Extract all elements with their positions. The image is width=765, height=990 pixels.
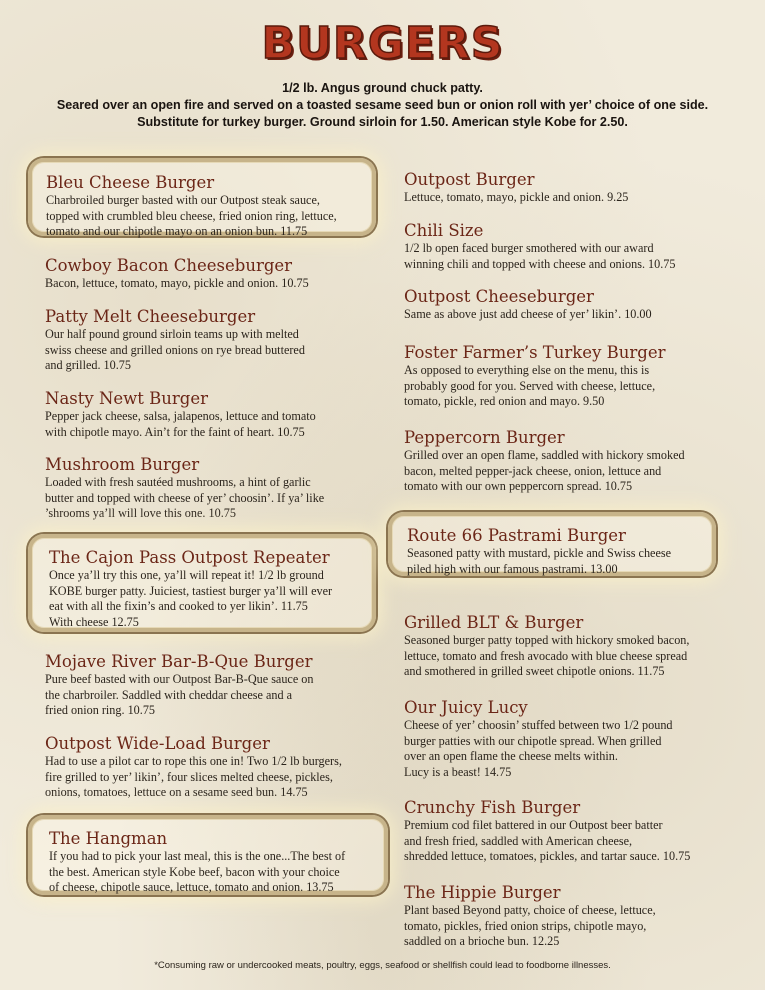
menu-item-patty-melt (45, 307, 305, 374)
item-desc: Premium cod filet battered in our Outpost beer batter (404, 818, 663, 832)
health-disclaimer: *Consuming raw or undercooked meats, poultry, eggs, seafood or shellfish could lead to foodborne illnesses. (154, 960, 611, 971)
item-desc: the charbroiler. Saddled with cheddar cheese and a (45, 687, 293, 702)
page-title: BURGERS (261, 18, 504, 69)
item-desc: fire grilled to yer’ likin’, four slices melted cheese, pickles, (45, 769, 333, 784)
item-desc: and grilled. 10.75 (45, 358, 131, 372)
item-desc: Had to use a pilot car to rope this one in! Two 1/2 lb burgers, (45, 754, 342, 768)
item-desc: If you had to pick your last meal, this is the one...The best of (49, 849, 346, 863)
item-name: Outpost Wide-Load Burger (45, 734, 270, 753)
item-name: The Cajon Pass Outpost Repeater (49, 548, 330, 567)
menu-item-chili-size (404, 221, 675, 272)
item-desc: Grilled over an open flame, saddled with hickory smoked (404, 448, 685, 462)
item-desc: Charbroiled burger basted with our Outpost steak sauce, (46, 193, 320, 207)
item-name: Foster Farmer’s Turkey Burger (404, 343, 666, 362)
item-desc: With cheese 12.75 (49, 614, 139, 629)
intro-line: Seared over an open fire and served on a toasted sesame seed bun or onion roll with yer’ choice of one side. (56, 98, 709, 112)
item-name: Route 66 Pastrami Burger (407, 526, 626, 545)
item-name: Outpost Cheeseburger (404, 287, 594, 306)
item-name: Chili Size (404, 221, 484, 240)
menu-item-turkey-burger (404, 343, 666, 410)
item-desc: Cheese of yer’ choosin’ stuffed between two 1/2 pound (404, 718, 673, 732)
item-desc: onions, tomatoes, lettuce on a sesame seed bun. 14.75 (45, 785, 308, 799)
menu-item-bleu-cheese-burger (28, 158, 376, 236)
item-desc: probably good for you. Served with cheese, lettuce, (404, 378, 656, 393)
item-desc: the best. American style Kobe beef, bacon with your choice (49, 864, 340, 879)
item-desc: As opposed to everything else on the menu, this is (404, 363, 650, 377)
item-name: Outpost Burger (404, 170, 535, 189)
item-desc: piled high with our famous pastrami. 13.00 (407, 561, 618, 576)
menu-item-mushroom (45, 455, 324, 522)
item-desc: eat with all the fixin’s and cooked to yer likin’. 11.75 (49, 599, 308, 613)
item-desc: tomato and our chipotle mayo on an onion bun. 11.75 (46, 224, 308, 238)
item-desc: lettuce, tomato and fresh avocado with blue cheese spread (404, 648, 688, 663)
item-desc: tomato, pickles, fried onion strips, chipotle mayo, (404, 918, 647, 933)
item-desc: Plant based Beyond patty, choice of cheese, lettuce, (404, 903, 656, 917)
menu-item-peppercorn (404, 428, 685, 495)
item-name: Nasty Newt Burger (45, 389, 208, 408)
item-name: Cowboy Bacon Cheeseburger (45, 256, 293, 275)
item-desc: topped with crumbled bleu cheese, fried onion ring, lettuce, (46, 208, 337, 223)
item-desc: of cheese, chipotle sauce, lettuce, tomato and onion. 13.75 (49, 880, 334, 894)
menu-item-hippie-burger (404, 883, 656, 950)
item-name: Patty Melt Cheeseburger (45, 307, 256, 326)
item-desc: 1/2 lb open faced burger smothered with our award (404, 241, 654, 255)
item-desc: burger patties with our chipotle spread. When grilled (404, 733, 662, 748)
item-desc: tomato, pickle, red onion and mayo. 9.50 (404, 394, 605, 408)
item-desc: Lettuce, tomato, mayo, pickle and onion. 9.25 (404, 190, 629, 204)
intro-line: 1/2 lb. Angus ground chuck patty. (282, 81, 483, 95)
item-desc: over an open flame the cheese melts within. (404, 749, 618, 763)
item-name: Mojave River Bar-B-Que Burger (45, 652, 313, 671)
item-desc: Seasoned burger patty topped with hickory smoked bacon, (404, 633, 690, 647)
menu-item-juicy-lucy (404, 698, 673, 780)
menu-item-cajon-pass (28, 534, 376, 632)
menu-intro (0, 80, 765, 131)
item-name: Peppercorn Burger (404, 428, 565, 447)
item-desc: swiss cheese and grilled onions on rye bread buttered (45, 342, 305, 357)
menu-item-grilled-blt (404, 613, 689, 680)
menu-item-cowboy-bacon (45, 256, 309, 292)
item-name: Crunchy Fish Burger (404, 798, 581, 817)
menu-item-route-66 (388, 512, 716, 576)
menu-item-outpost-burger (404, 170, 628, 206)
item-desc: Loaded with fresh sautéed mushrooms, a hint of garlic (45, 475, 311, 489)
item-desc: saddled on a brioche bun. 12.25 (404, 934, 560, 948)
item-name: The Hangman (49, 829, 168, 848)
item-desc: winning chili and topped with cheese and onions. 10.75 (404, 256, 676, 271)
intro-line: Substitute for turkey burger. Ground sirloin for 1.50. American style Kobe for 2.50. (137, 115, 628, 129)
item-desc: fried onion ring. 10.75 (45, 703, 156, 717)
item-name: Bleu Cheese Burger (46, 173, 215, 192)
item-desc: ’shrooms ya’ll will love this one. 10.75 (45, 506, 236, 520)
item-name: Grilled BLT & Burger (404, 613, 584, 632)
item-desc: Pure beef basted with our Outpost Bar-B-Que sauce on (45, 672, 314, 686)
menu-item-nasty-newt (45, 389, 316, 440)
item-desc: tomato with our own peppercorn spread. 10.75 (404, 479, 633, 493)
item-desc: Lucy is a beast! 14.75 (404, 764, 512, 779)
item-desc: Same as above just add cheese of yer’ likin’. 10.00 (404, 307, 652, 321)
item-desc: bacon, melted pepper-jack cheese, onion, lettuce and (404, 463, 662, 478)
item-desc: Bacon, lettuce, tomato, mayo, pickle and onion. 10.75 (45, 276, 309, 290)
item-desc: Pepper jack cheese, salsa, jalapenos, lettuce and tomato (45, 409, 316, 423)
menu-item-wide-load (45, 734, 342, 801)
item-desc: KOBE burger patty. Juiciest, tastiest burger ya’ll will ever (49, 583, 333, 598)
item-desc: Once ya’ll try this one, ya’ll will repeat it! 1/2 lb ground (49, 568, 324, 582)
item-desc: with chipotle mayo. Ain’t for the faint of heart. 10.75 (45, 424, 305, 439)
item-name: Mushroom Burger (45, 455, 200, 474)
menu-item-hangman (28, 815, 388, 895)
menu-item-crunchy-fish (404, 798, 690, 865)
item-desc: Our half pound ground sirloin teams up with melted (45, 327, 299, 341)
item-name: The Hippie Burger (404, 883, 561, 902)
menu-item-mojave-river (45, 652, 314, 719)
item-desc: Seasoned patty with mustard, pickle and Swiss cheese (407, 546, 672, 560)
item-desc: butter and topped with cheese of yer’ choosin’. If ya’ like (45, 490, 325, 505)
item-name: Our Juicy Lucy (404, 698, 528, 717)
menu-item-outpost-cheeseburger (404, 287, 652, 323)
item-desc: shredded lettuce, tomatoes, pickles, and tartar sauce. 10.75 (404, 849, 691, 863)
item-desc: and smothered in grilled sweet chipotle onions. 11.75 (404, 664, 665, 678)
item-desc: and fresh fried, saddled with American cheese, (404, 833, 633, 848)
